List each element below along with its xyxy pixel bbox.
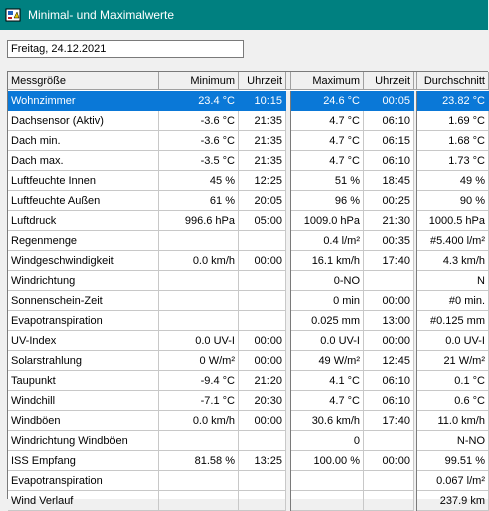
- cell-maximum: 30.6 km/h: [291, 411, 364, 431]
- cell-minimum: 61 %: [159, 191, 239, 211]
- cell-minimum: [159, 311, 239, 331]
- cell-uhrzeit-min: 21:20: [239, 371, 286, 391]
- header-maximum[interactable]: Maximum: [291, 72, 364, 90]
- cell-minimum: [159, 431, 239, 451]
- cell-messgroesse: Luftfeuchte Innen: [8, 171, 159, 191]
- table-row[interactable]: [8, 291, 489, 311]
- cell-messgroesse: Evapotranspiration: [8, 471, 159, 491]
- cell-uhrzeit-min: 21:35: [239, 131, 286, 151]
- cell-minimum: 0.0 UV-I: [159, 331, 239, 351]
- cell-maximum: 4.7 °C: [291, 391, 364, 411]
- cell-durchschnitt: 1.68 °C: [417, 131, 489, 151]
- cell-messgroesse: Dachsensor (Aktiv): [8, 111, 159, 131]
- cell-messgroesse: UV-Index: [8, 331, 159, 351]
- cell-durchschnitt: #5.400 l/m²: [417, 231, 489, 251]
- header-uhrzeit-min[interactable]: Uhrzeit: [239, 72, 286, 90]
- cell-minimum: [159, 271, 239, 291]
- table-row[interactable]: [8, 471, 489, 491]
- cell-messgroesse: Dach min.: [8, 131, 159, 151]
- cell-maximum: 51 %: [291, 171, 364, 191]
- cell-uhrzeit-min: [239, 431, 286, 451]
- table-row[interactable]: [8, 311, 489, 331]
- cell-maximum: 0: [291, 431, 364, 451]
- cell-durchschnitt: N-NO: [417, 431, 489, 451]
- cell-minimum: 0.0 km/h: [159, 411, 239, 431]
- cell-uhrzeit-max: 13:00: [364, 311, 414, 331]
- cell-durchschnitt: 0.1 °C: [417, 371, 489, 391]
- cell-durchschnitt: #0.125 mm: [417, 311, 489, 331]
- cell-uhrzeit-max: 18:45: [364, 171, 414, 191]
- cell-durchschnitt: 1000.5 hPa: [417, 211, 489, 231]
- cell-durchschnitt: 90 %: [417, 191, 489, 211]
- cell-uhrzeit-max: 06:10: [364, 391, 414, 411]
- cell-messgroesse: Luftfeuchte Außen: [8, 191, 159, 211]
- cell-durchschnitt: 1.69 °C: [417, 111, 489, 131]
- table-row[interactable]: [8, 251, 489, 271]
- cell-minimum: -3.6 °C: [159, 111, 239, 131]
- cell-maximum: 0 min: [291, 291, 364, 311]
- cell-uhrzeit-max: [364, 431, 414, 451]
- cell-uhrzeit-max: 17:40: [364, 411, 414, 431]
- cell-minimum: -3.6 °C: [159, 131, 239, 151]
- cell-uhrzeit-max: 06:10: [364, 151, 414, 171]
- cell-messgroesse: ISS Empfang: [8, 451, 159, 471]
- table-row[interactable]: [8, 391, 489, 411]
- cell-durchschnitt: 237.9 km: [417, 491, 489, 511]
- title-bar[interactable]: [0, 0, 488, 30]
- cell-uhrzeit-max: [364, 471, 414, 491]
- cell-minimum: 81.58 %: [159, 451, 239, 471]
- cell-durchschnitt: 0.0 UV-I: [417, 331, 489, 351]
- values-table[interactable]: [7, 71, 488, 507]
- cell-durchschnitt: #0 min.: [417, 291, 489, 311]
- cell-uhrzeit-min: [239, 311, 286, 331]
- cell-uhrzeit-min: [239, 231, 286, 251]
- cell-uhrzeit-max: 00:00: [364, 331, 414, 351]
- cell-durchschnitt: 99.51 %: [417, 451, 489, 471]
- cell-minimum: 45 %: [159, 171, 239, 191]
- cell-maximum: 0.0 UV-I: [291, 331, 364, 351]
- cell-durchschnitt: 0.6 °C: [417, 391, 489, 411]
- cell-uhrzeit-max: 06:10: [364, 111, 414, 131]
- cell-uhrzeit-max: 00:00: [364, 291, 414, 311]
- cell-uhrzeit-max: 00:35: [364, 231, 414, 251]
- table-header: [8, 72, 489, 92]
- cell-minimum: -9.4 °C: [159, 371, 239, 391]
- cell-uhrzeit-min: [239, 271, 286, 291]
- cell-uhrzeit-min: 20:30: [239, 391, 286, 411]
- cell-minimum: [159, 291, 239, 311]
- cell-maximum: 100.00 %: [291, 451, 364, 471]
- cell-maximum: 49 W/m²: [291, 351, 364, 371]
- table-row[interactable]: [8, 451, 489, 471]
- cell-uhrzeit-max: 00:05: [364, 91, 414, 111]
- cell-messgroesse: Windgeschwindigkeit: [8, 251, 159, 271]
- cell-uhrzeit-max: 06:10: [364, 371, 414, 391]
- cell-minimum: [159, 471, 239, 491]
- cell-uhrzeit-max: 00:25: [364, 191, 414, 211]
- cell-minimum: 0 W/m²: [159, 351, 239, 371]
- table-row[interactable]: [8, 371, 489, 391]
- table-row[interactable]: [8, 331, 489, 351]
- cell-maximum: 16.1 km/h: [291, 251, 364, 271]
- cell-uhrzeit-max: 12:45: [364, 351, 414, 371]
- cell-uhrzeit-min: 05:00: [239, 211, 286, 231]
- cell-uhrzeit-min: 00:00: [239, 331, 286, 351]
- cell-durchschnitt: 49 %: [417, 171, 489, 191]
- cell-minimum: 23.4 °C: [159, 91, 239, 111]
- cell-maximum: [291, 491, 364, 511]
- cell-messgroesse: Taupunkt: [8, 371, 159, 391]
- cell-uhrzeit-min: 21:35: [239, 111, 286, 131]
- table-row[interactable]: [8, 491, 489, 511]
- table-row[interactable]: [8, 211, 489, 231]
- table-row[interactable]: [8, 431, 489, 451]
- cell-minimum: 0.0 km/h: [159, 251, 239, 271]
- date-field[interactable]: Freitag, 24.12.2021: [7, 40, 244, 58]
- cell-uhrzeit-max: 06:15: [364, 131, 414, 151]
- cell-messgroesse: Wohnzimmer: [8, 91, 159, 111]
- cell-uhrzeit-min: 13:25: [239, 451, 286, 471]
- cell-durchschnitt: 4.3 km/h: [417, 251, 489, 271]
- table-row[interactable]: [8, 171, 489, 191]
- cell-minimum: [159, 491, 239, 511]
- cell-uhrzeit-min: [239, 291, 286, 311]
- window-title: Minimal- und Maximalwerte: [28, 8, 175, 22]
- cell-uhrzeit-max: 00:00: [364, 451, 414, 471]
- cell-uhrzeit-min: 00:00: [239, 251, 286, 271]
- cell-maximum: [291, 471, 364, 491]
- cell-messgroesse: Windböen: [8, 411, 159, 431]
- cell-maximum: 4.7 °C: [291, 151, 364, 171]
- cell-uhrzeit-min: 12:25: [239, 171, 286, 191]
- app-icon: [5, 7, 21, 23]
- cell-uhrzeit-max: 21:30: [364, 211, 414, 231]
- cell-minimum: [159, 231, 239, 251]
- cell-uhrzeit-min: 00:00: [239, 351, 286, 371]
- cell-durchschnitt: 11.0 km/h: [417, 411, 489, 431]
- cell-maximum: 96 %: [291, 191, 364, 211]
- cell-messgroesse: Solarstrahlung: [8, 351, 159, 371]
- table-row[interactable]: [8, 191, 489, 211]
- cell-uhrzeit-min: 10:15: [239, 91, 286, 111]
- cell-minimum: -7.1 °C: [159, 391, 239, 411]
- cell-messgroesse: Windrichtung Windböen: [8, 431, 159, 451]
- cell-uhrzeit-min: [239, 491, 286, 511]
- cell-messgroesse: Dach max.: [8, 151, 159, 171]
- cell-uhrzeit-max: [364, 271, 414, 291]
- cell-durchschnitt: 21 W/m²: [417, 351, 489, 371]
- table-row[interactable]: [8, 231, 489, 251]
- table-row[interactable]: [8, 151, 489, 171]
- cell-maximum: 24.6 °C: [291, 91, 364, 111]
- cell-minimum: 996.6 hPa: [159, 211, 239, 231]
- cell-messgroesse: Sonnenschein-Zeit: [8, 291, 159, 311]
- cell-minimum: -3.5 °C: [159, 151, 239, 171]
- cell-maximum: 0.025 mm: [291, 311, 364, 331]
- cell-messgroesse: Wind Verlauf: [8, 491, 159, 511]
- cell-uhrzeit-min: [239, 471, 286, 491]
- table-row[interactable]: [8, 411, 489, 431]
- cell-uhrzeit-min: 20:05: [239, 191, 286, 211]
- table-row[interactable]: [8, 271, 489, 291]
- table-row[interactable]: [8, 91, 489, 111]
- table-row[interactable]: [8, 351, 489, 371]
- cell-uhrzeit-max: [364, 491, 414, 511]
- table-row[interactable]: [8, 111, 489, 131]
- header-durchschnitt[interactable]: Durchschnitt: [417, 72, 489, 90]
- cell-durchschnitt: 1.73 °C: [417, 151, 489, 171]
- cell-messgroesse: Regenmenge: [8, 231, 159, 251]
- cell-messgroesse: Windrichtung: [8, 271, 159, 291]
- cell-durchschnitt: 0.067 l/m²: [417, 471, 489, 491]
- header-minimum[interactable]: Minimum: [159, 72, 239, 90]
- cell-messgroesse: Windchill: [8, 391, 159, 411]
- cell-uhrzeit-max: 17:40: [364, 251, 414, 271]
- cell-durchschnitt: N: [417, 271, 489, 291]
- cell-durchschnitt: 23.82 °C: [417, 91, 489, 111]
- header-uhrzeit-max[interactable]: Uhrzeit: [364, 72, 414, 90]
- cell-maximum: 4.1 °C: [291, 371, 364, 391]
- cell-uhrzeit-min: 21:35: [239, 151, 286, 171]
- cell-messgroesse: Luftdruck: [8, 211, 159, 231]
- cell-messgroesse: Evapotranspiration: [8, 311, 159, 331]
- cell-maximum: 0-NO: [291, 271, 364, 291]
- cell-maximum: 4.7 °C: [291, 111, 364, 131]
- header-messgroesse[interactable]: Messgröße: [8, 72, 159, 90]
- cell-uhrzeit-min: 00:00: [239, 411, 286, 431]
- cell-maximum: 0.4 l/m²: [291, 231, 364, 251]
- cell-maximum: 4.7 °C: [291, 131, 364, 151]
- cell-maximum: 1009.0 hPa: [291, 211, 364, 231]
- table-row[interactable]: [8, 131, 489, 151]
